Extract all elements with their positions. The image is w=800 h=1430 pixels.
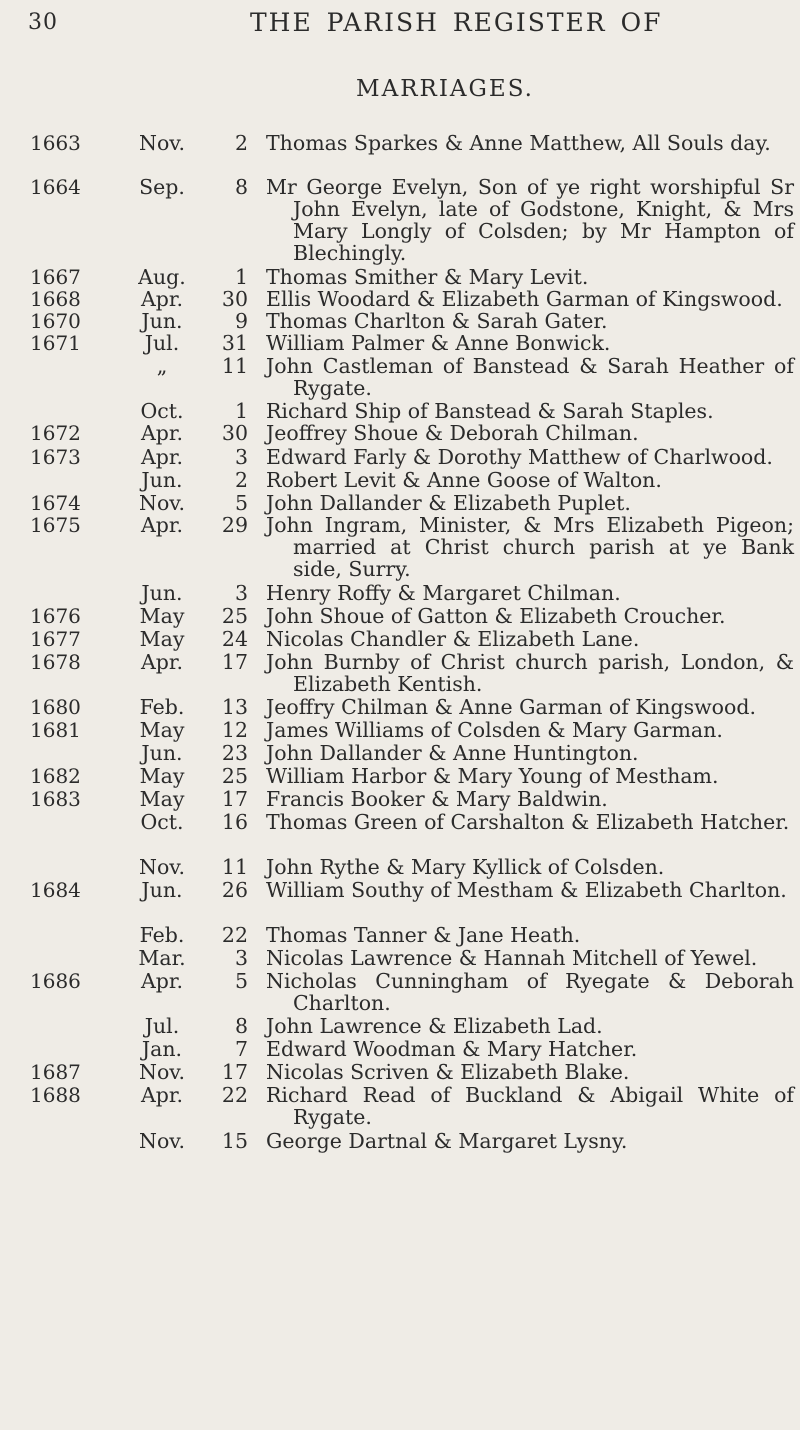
entry-text: Nicolas Lawrence & Hannah Mitchell of Yewel.	[266, 946, 758, 970]
entry-month: Apr.	[141, 513, 183, 537]
entry-text: William Palmer & Anne Bonwick.	[266, 331, 611, 355]
entry-text: James Williams of Colsden & Mary Garman.	[266, 718, 723, 742]
entry-month: Mar.	[138, 946, 186, 970]
entry-month: Nov.	[139, 1060, 185, 1084]
entry-year: 1671	[30, 331, 81, 355]
entry-year: 1676	[30, 604, 81, 628]
entry-day: 15	[221, 1129, 248, 1153]
entry-month: Apr.	[141, 1083, 183, 1107]
entry-day: 31	[221, 331, 248, 355]
entry-text: Ellis Woodard & Elizabeth Garman of Kingswood.	[266, 287, 783, 311]
entry-day: 30	[221, 287, 248, 311]
entry-month: Sep.	[139, 175, 185, 199]
entry-text: John Lawrence & Elizabeth Lad.	[266, 1014, 603, 1038]
entry-day: 12	[221, 718, 248, 742]
entry-text: John Castleman of Banstead & Sarah Heather of Rygate.	[266, 354, 794, 400]
entry-text: Nicholas Cunningham of Ryegate & Deborah Charlton.	[266, 969, 794, 1015]
entry-month: May	[139, 764, 185, 788]
entry-month: Apr.	[141, 445, 183, 469]
entry-month: Jun.	[141, 468, 183, 492]
entry-text: John Dallander & Anne Huntington.	[266, 741, 639, 765]
entry-month: Aug.	[138, 265, 186, 289]
entry-day: 8	[234, 175, 248, 199]
entry-day: 3	[234, 946, 248, 970]
entry-month: Jul.	[144, 331, 180, 355]
entry-day: 25	[221, 764, 248, 788]
entry-text: Richard Ship of Banstead & Sarah Staples.	[266, 399, 714, 423]
entry-day: 17	[221, 787, 248, 811]
entry-day: 16	[221, 810, 248, 834]
entry-day: 23	[221, 741, 248, 765]
entry-month: Feb.	[139, 923, 185, 947]
entry-day: 9	[234, 309, 248, 333]
entry-day: 3	[234, 581, 248, 605]
entry-month: Nov.	[139, 491, 185, 515]
entry-day: 25	[221, 604, 248, 628]
entry-day: 3	[234, 445, 248, 469]
entry-text: Thomas Charlton & Sarah Gater.	[266, 309, 608, 333]
entry-text: Thomas Tanner & Jane Heath.	[266, 923, 581, 947]
entry-year: 1684	[30, 878, 81, 902]
entry-year: 1675	[30, 513, 81, 537]
entry-month: Apr.	[141, 650, 183, 674]
entry-day: 1	[234, 399, 248, 423]
entry-day: 7	[234, 1037, 248, 1061]
entry-month: Feb.	[139, 695, 185, 719]
entry-text: Nicolas Chandler & Elizabeth Lane.	[266, 627, 640, 651]
entry-day: 13	[221, 695, 248, 719]
entry-text: Thomas Smither & Mary Levit.	[266, 265, 589, 289]
entry-year: 1677	[30, 627, 81, 651]
entry-day: 5	[234, 491, 248, 515]
entry-text: Thomas Sparkes & Anne Matthew, All Souls day.	[266, 131, 771, 155]
page-number: 30	[28, 10, 58, 35]
entry-month: „	[156, 354, 168, 378]
entry-month: Jun.	[141, 309, 183, 333]
entry-month: Apr.	[141, 421, 183, 445]
entry-month: Jun.	[141, 741, 183, 765]
entry-text: Richard Read of Buckland & Abigail White of Rygate.	[266, 1083, 794, 1129]
entry-month: May	[139, 604, 185, 628]
entry-day: 2	[234, 468, 248, 492]
entry-text: Edward Farly & Dorothy Matthew of Charlwood.	[266, 445, 773, 469]
entry-day: 29	[221, 513, 248, 537]
entry-year: 1672	[30, 421, 81, 445]
entry-month: Jan.	[141, 1037, 183, 1061]
entry-day: 2	[234, 131, 248, 155]
entry-year: 1674	[30, 491, 81, 515]
entry-text: John Dallander & Elizabeth Puplet.	[266, 491, 631, 515]
entry-text: Jeoffrey Shoue & Deborah Chilman.	[266, 421, 639, 445]
entry-month: Nov.	[139, 855, 185, 879]
entry-text: William Harbor & Mary Young of Mestham.	[266, 764, 719, 788]
entry-month: Apr.	[141, 969, 183, 993]
entry-text: Nicolas Scriven & Elizabeth Blake.	[266, 1060, 630, 1084]
entry-text: George Dartnal & Margaret Lysny.	[266, 1129, 628, 1153]
entry-year: 1678	[30, 650, 81, 674]
entry-year: 1686	[30, 969, 81, 993]
entry-text: John Ingram, Minister, & Mrs Elizabeth Pigeon; married at Christ church parish at ye Bank side, Surry.	[266, 513, 794, 581]
entry-day: 26	[221, 878, 248, 902]
entry-day: 8	[234, 1014, 248, 1038]
entry-day: 22	[221, 923, 248, 947]
entry-day: 24	[221, 627, 248, 651]
entry-month: May	[139, 627, 185, 651]
entry-month: May	[139, 718, 185, 742]
entry-month: May	[139, 787, 185, 811]
entry-text: Thomas Green of Carshalton & Elizabeth Hatcher.	[266, 810, 790, 834]
entry-text: Mr George Evelyn, Son of ye right worshipful Sr John Evelyn, late of Godstone, Knight, & Mrs Mary Longly of Colsden; by Mr Hampton of Blechingly.	[266, 175, 794, 265]
entry-year: 1673	[30, 445, 81, 469]
entry-month: Jun.	[141, 581, 183, 605]
entry-year: 1683	[30, 787, 81, 811]
entry-month: Nov.	[139, 131, 185, 155]
entry-month: Apr.	[141, 287, 183, 311]
entry-year: 1687	[30, 1060, 81, 1084]
entry-text: Henry Roffy & Margaret Chilman.	[266, 581, 621, 605]
entry-text: Francis Booker & Mary Baldwin.	[266, 787, 608, 811]
entry-text: John Burnby of Christ church parish, London, & Elizabeth Kentish.	[266, 650, 794, 696]
entry-year: 1664	[30, 175, 81, 199]
entry-day: 30	[221, 421, 248, 445]
entry-year: 1681	[30, 718, 81, 742]
entry-day: 1	[234, 265, 248, 289]
entry-year: 1682	[30, 764, 81, 788]
entry-year: 1670	[30, 309, 81, 333]
entry-text: William Southy of Mestham & Elizabeth Charlton.	[266, 878, 787, 902]
entry-day: 17	[221, 1060, 248, 1084]
entry-year: 1680	[30, 695, 81, 719]
entry-text: John Rythe & Mary Kyllick of Colsden.	[266, 855, 665, 879]
entry-month: Oct.	[140, 810, 184, 834]
entry-text: John Shoue of Gatton & Elizabeth Croucher.	[266, 604, 726, 628]
entry-month: Oct.	[140, 399, 184, 423]
entry-text: Edward Woodman & Mary Hatcher.	[266, 1037, 638, 1061]
running-head: THE PARISH REGISTER OF	[250, 8, 663, 37]
entry-month: Jul.	[144, 1014, 180, 1038]
entry-month: Jun.	[141, 878, 183, 902]
entry-year: 1667	[30, 265, 81, 289]
entry-text: Robert Levit & Anne Goose of Walton.	[266, 468, 662, 492]
entry-month: Nov.	[139, 1129, 185, 1153]
entry-day: 5	[234, 969, 248, 993]
entry-year: 1668	[30, 287, 81, 311]
entry-text: Jeoffry Chilman & Anne Garman of Kingswood.	[266, 695, 756, 719]
entry-year: 1663	[30, 131, 81, 155]
entry-day: 17	[221, 650, 248, 674]
entry-day: 22	[221, 1083, 248, 1107]
entry-day: 11	[221, 354, 248, 378]
entry-year: 1688	[30, 1083, 81, 1107]
section-title: MARRIAGES.	[356, 76, 534, 102]
entry-day: 11	[221, 855, 248, 879]
